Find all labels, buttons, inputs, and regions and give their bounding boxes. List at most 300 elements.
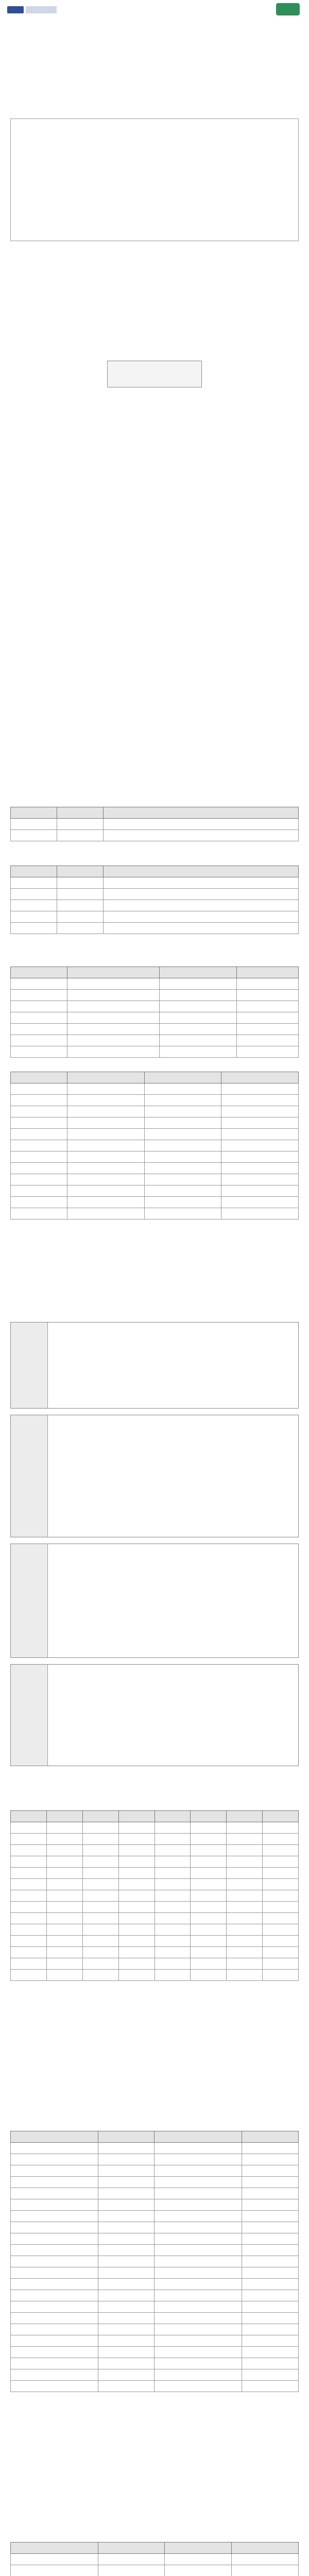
- table-row: [11, 911, 299, 923]
- table-cell: [154, 2358, 242, 2369]
- column-header: [67, 1072, 144, 1083]
- table-row: [11, 2233, 299, 2245]
- table-cell: [221, 1106, 299, 1117]
- content-line: [54, 1685, 291, 1692]
- column-header: [11, 807, 57, 819]
- content-line: [54, 1718, 291, 1725]
- table-cell: [57, 900, 103, 911]
- table-cell: [227, 1822, 263, 1834]
- table-cell: [57, 819, 103, 830]
- table-cell: [67, 1046, 160, 1058]
- content-line: [54, 1677, 291, 1684]
- table-row: [11, 819, 299, 830]
- table-cell: [221, 1083, 299, 1095]
- toc-item: [41, 439, 247, 449]
- table-cell: [154, 2165, 242, 2177]
- table-cell: [11, 1845, 47, 1856]
- table-cell: [263, 1856, 299, 1868]
- table-cell: [242, 2369, 299, 2381]
- table-row: [11, 2279, 299, 2290]
- table-cell: [98, 2165, 154, 2177]
- notice-box: [10, 118, 299, 241]
- table-a: [10, 807, 299, 841]
- table-cell: [67, 1117, 144, 1129]
- table-cell: [227, 1834, 263, 1845]
- table-cell: [154, 2154, 242, 2165]
- table-cell: [154, 1834, 191, 1845]
- table-cell: [242, 2381, 299, 2392]
- table-row: [11, 1174, 299, 1185]
- table-cell: [242, 2347, 299, 2358]
- table-cell: [11, 1024, 67, 1035]
- table-row: [11, 1024, 299, 1035]
- content-line: [54, 1393, 291, 1400]
- table-cell: [11, 2211, 98, 2222]
- table-d: [10, 1072, 299, 1219]
- toc-item: [21, 531, 227, 541]
- table-cell: [98, 2233, 154, 2245]
- table-row: [11, 830, 299, 841]
- table-cell: [144, 1174, 221, 1185]
- table-cell: [242, 2143, 299, 2154]
- content-line: [54, 1702, 291, 1709]
- table-cell: [154, 2177, 242, 2188]
- table-cell: [160, 1012, 237, 1024]
- table-cell: [11, 2233, 98, 2245]
- table-cell: [144, 1197, 221, 1208]
- table-cell: [11, 830, 57, 841]
- table-cell: [46, 1879, 82, 1890]
- table-cell: [191, 1947, 227, 1958]
- table-cell: [237, 1012, 299, 1024]
- table-cell: [191, 1845, 227, 1856]
- table-row: [11, 889, 299, 900]
- table-cell: [98, 2290, 154, 2301]
- table-cell: [242, 2177, 299, 2188]
- table-cell: [242, 2358, 299, 2369]
- table-cell: [154, 1947, 191, 1958]
- table-cell: [98, 2143, 154, 2154]
- table-cell: [11, 889, 57, 900]
- content-line: [54, 1444, 291, 1451]
- table-cell: [46, 1958, 82, 1970]
- table-cell: [118, 1890, 154, 1902]
- table-cell: [98, 2358, 154, 2369]
- table-cell: [144, 1106, 221, 1117]
- content-line: [54, 1693, 291, 1701]
- content-box-label: [11, 1415, 48, 1537]
- table-row: [11, 1106, 299, 1117]
- table-cell: [57, 889, 103, 900]
- content-line: [54, 1428, 291, 1435]
- content-line: [54, 1606, 291, 1613]
- table-cell: [82, 1936, 118, 1947]
- table-cell: [242, 2324, 299, 2335]
- content-box-label: [11, 1323, 48, 1408]
- table-row: [11, 1879, 299, 1890]
- period-from: [124, 88, 185, 98]
- table-row: [11, 1035, 299, 1046]
- notice-line: [18, 124, 291, 132]
- table-cell: [221, 1117, 299, 1129]
- table-cell: [144, 1151, 221, 1163]
- notice-line: [18, 223, 291, 231]
- table-cell: [237, 1046, 299, 1058]
- income-statement-table: [10, 2542, 299, 2576]
- table-cell: [11, 2279, 98, 2290]
- table-cell: [82, 1834, 118, 1845]
- table-cell: [154, 2279, 242, 2290]
- table-cell: [154, 1845, 191, 1856]
- table-cell: [227, 1947, 263, 1958]
- content-line: [54, 1351, 291, 1359]
- table-cell: [11, 1913, 47, 1924]
- column-header: [221, 1072, 299, 1083]
- table-row: [11, 1012, 299, 1024]
- table-row: [11, 2313, 299, 2324]
- table-cell: [118, 1947, 154, 1958]
- content-line: [54, 1598, 291, 1605]
- period-to: [124, 98, 185, 108]
- table-cell: [57, 923, 103, 934]
- table-cell: [11, 1163, 67, 1174]
- table-cell: [11, 1834, 47, 1845]
- section-3-title: [0, 1778, 309, 1793]
- table-cell: [154, 1958, 191, 1970]
- footnote: [10, 1226, 299, 1233]
- table-row: [11, 978, 299, 990]
- table-cell: [11, 911, 57, 923]
- table-cell: [221, 1174, 299, 1185]
- table-cell: [191, 1890, 227, 1902]
- table-cell: [46, 1924, 82, 1936]
- table-cell: [67, 990, 160, 1001]
- table-cell: [191, 1879, 227, 1890]
- toc-item: [31, 469, 237, 479]
- table-cell: [11, 2554, 98, 2565]
- table-row: [11, 2565, 299, 2576]
- column-header: [154, 2131, 242, 2143]
- column-header: [237, 967, 299, 978]
- table-cell: [11, 990, 67, 1001]
- table-row: [11, 1834, 299, 1845]
- table-cell: [227, 1868, 263, 1879]
- table-cell: [242, 2279, 299, 2290]
- table-cell: [154, 1822, 191, 1834]
- table-cell: [154, 1856, 191, 1868]
- table-cell: [191, 1924, 227, 1936]
- table-cell: [11, 923, 57, 934]
- table-cell: [67, 1185, 144, 1197]
- notice-line: [18, 161, 291, 170]
- table-row: [11, 2347, 299, 2358]
- content-line: [54, 1669, 291, 1676]
- table-row: [11, 1890, 299, 1902]
- table-cell: [11, 2290, 98, 2301]
- table-cell: [144, 1117, 221, 1129]
- table-cell: [263, 1936, 299, 1947]
- table-row: [11, 2143, 299, 2154]
- table-cell: [82, 1868, 118, 1879]
- notice-line: [18, 149, 291, 157]
- table-cell: [144, 1129, 221, 1140]
- table-cell: [160, 1046, 237, 1058]
- content-line: [54, 1573, 291, 1580]
- table-cell: [227, 1879, 263, 1890]
- column-header: [263, 1811, 299, 1822]
- table-cell: [11, 1902, 47, 1913]
- table-cell: [11, 2188, 98, 2199]
- table-row: [11, 2165, 299, 2177]
- content-line: [54, 1327, 291, 1334]
- table-header-row: [11, 866, 299, 877]
- table-cell: [154, 2143, 242, 2154]
- table-cell: [242, 2313, 299, 2324]
- table-cell: [46, 1845, 82, 1856]
- footnote: [10, 1254, 299, 1261]
- title-line-1: [0, 32, 309, 49]
- table-cell: [227, 1913, 263, 1924]
- table-cell: [11, 2369, 98, 2381]
- table-cell: [11, 2301, 98, 2313]
- table-cell: [67, 1095, 144, 1106]
- table-cell: [118, 1822, 154, 1834]
- table-cell: [11, 877, 57, 889]
- table-cell: [103, 923, 298, 934]
- table-cell: [154, 2324, 242, 2335]
- table-cell: [11, 1095, 67, 1106]
- table-cell: [46, 1890, 82, 1902]
- table-row: [11, 1947, 299, 1958]
- table-cell: [11, 1117, 67, 1129]
- content-line: [54, 1710, 291, 1717]
- table-cell: [46, 1856, 82, 1868]
- content-line: [54, 1751, 291, 1758]
- table-cell: [67, 1035, 160, 1046]
- table-header-row: [11, 967, 299, 978]
- table-cell: [118, 1902, 154, 1913]
- table-cell: [11, 978, 67, 990]
- table-cell: [11, 2565, 98, 2576]
- content-line: [54, 1419, 291, 1427]
- content-line: [54, 1518, 291, 1526]
- table-cell: [144, 1185, 221, 1197]
- table-cell: [11, 2358, 98, 2369]
- content-line: [54, 1548, 291, 1555]
- table-cell: [11, 1822, 47, 1834]
- table-row: [11, 1151, 299, 1163]
- table-row: [11, 990, 299, 1001]
- content-line: [54, 1360, 291, 1367]
- table-cell: [98, 2324, 154, 2335]
- table-cell: [165, 2554, 232, 2565]
- content-line: [54, 1631, 291, 1638]
- column-header: [11, 967, 67, 978]
- logo-icon: [7, 6, 24, 13]
- column-header: [98, 2131, 154, 2143]
- table-cell: [67, 1106, 144, 1117]
- table-cell: [11, 1046, 67, 1058]
- content-line: [54, 1452, 291, 1460]
- table-cell: [11, 2165, 98, 2177]
- table-cell: [242, 2301, 299, 2313]
- table-cell: [154, 2290, 242, 2301]
- table-cell: [242, 2222, 299, 2233]
- notice-line: [18, 211, 291, 219]
- column-header: [242, 2131, 299, 2143]
- table-row: [11, 2290, 299, 2301]
- table-cell: [221, 1095, 299, 1106]
- table-cell: [98, 2381, 154, 2392]
- table-cell: [11, 1197, 67, 1208]
- table-cell: [118, 1856, 154, 1868]
- notice-line: [18, 174, 291, 182]
- table-cell: [263, 1834, 299, 1845]
- table-cell: [46, 1822, 82, 1834]
- footnote: [10, 1245, 299, 1252]
- table-cell: [67, 1208, 144, 1219]
- table-cell: [227, 1970, 263, 1981]
- organization-name: [0, 286, 309, 299]
- table-row: [11, 2358, 299, 2369]
- column-header: [154, 1811, 191, 1822]
- table-cell: [11, 1924, 47, 1936]
- table-cell: [11, 2347, 98, 2358]
- table-cell: [67, 1163, 144, 1174]
- table-cell: [237, 978, 299, 990]
- table-cell: [46, 1970, 82, 1981]
- column-header: [118, 1811, 154, 1822]
- table-cell: [11, 1129, 67, 1140]
- table-cell: [11, 1174, 67, 1185]
- table-cell: [154, 2313, 242, 2324]
- table-cell: [263, 1845, 299, 1856]
- table-cell: [227, 1936, 263, 1947]
- section-4-sub-1-unit: [242, 2121, 299, 2129]
- table-cell: [98, 2301, 154, 2313]
- table-cell: [46, 1913, 82, 1924]
- table-cell: [221, 1208, 299, 1219]
- table-cell: [118, 1970, 154, 1981]
- table-cell: [263, 1913, 299, 1924]
- table-row: [11, 2177, 299, 2188]
- column-header: [11, 1811, 47, 1822]
- cover-date: [0, 256, 309, 265]
- table-cell: [191, 1856, 227, 1868]
- table-cell: [103, 819, 298, 830]
- table-header-row: [11, 807, 299, 819]
- toc-item: [21, 408, 227, 418]
- table-cell: [11, 819, 57, 830]
- content-line: [54, 1485, 291, 1493]
- table-cell: [11, 1151, 67, 1163]
- table-cell: [191, 1913, 227, 1924]
- section-1-title: [0, 761, 309, 776]
- column-header: [57, 807, 103, 819]
- table-cell: [118, 1879, 154, 1890]
- table-cell: [154, 2222, 242, 2233]
- table-cell: [154, 2188, 242, 2199]
- table-row: [11, 2554, 299, 2565]
- table-cell: [144, 1095, 221, 1106]
- table-cell: [11, 1868, 47, 1879]
- table-cell: [57, 877, 103, 889]
- table-row: [11, 1902, 299, 1913]
- table-cell: [98, 2279, 154, 2290]
- table-row: [11, 2199, 299, 2211]
- table-cell: [67, 1197, 144, 1208]
- table-cell: [221, 1197, 299, 1208]
- section-3-table: [10, 1810, 299, 1981]
- table-cell: [227, 1845, 263, 1856]
- column-header: [11, 1072, 67, 1083]
- table-cell: [103, 830, 298, 841]
- table-cell: [242, 2188, 299, 2199]
- column-header: [11, 2131, 98, 2143]
- column-header: [227, 1811, 263, 1822]
- table-cell: [154, 1913, 191, 1924]
- notice-line: [18, 198, 291, 207]
- content-line: [54, 1556, 291, 1564]
- table-cell: [232, 2565, 299, 2576]
- table-cell: [191, 1958, 227, 1970]
- table-cell: [263, 1822, 299, 1834]
- table-cell: [11, 2199, 98, 2211]
- table-cell: [242, 2267, 299, 2279]
- content-line: [54, 1368, 291, 1375]
- table-cell: [154, 2267, 242, 2279]
- column-header: [103, 866, 298, 877]
- content-line: [54, 1735, 291, 1742]
- table-cell: [103, 911, 298, 923]
- content-line: [54, 1335, 291, 1342]
- logo-bar: [0, 0, 309, 18]
- toc-item: [21, 562, 227, 572]
- table-cell: [11, 1035, 67, 1046]
- table-cell: [191, 1868, 227, 1879]
- content-line: [54, 1436, 291, 1443]
- table-cell: [242, 2154, 299, 2165]
- column-header: [57, 866, 103, 877]
- table-cell: [11, 2267, 98, 2279]
- column-header: [46, 1811, 82, 1822]
- table-cell: [263, 1947, 299, 1958]
- table-cell: [221, 1129, 299, 1140]
- table-cell: [154, 1970, 191, 1981]
- table-cell: [227, 1902, 263, 1913]
- content-line: [54, 1581, 291, 1588]
- section-2-title: [0, 1287, 309, 1301]
- content-line: [54, 1589, 291, 1597]
- table-cell: [46, 1834, 82, 1845]
- table-cell: [11, 1947, 47, 1958]
- table-cell: [46, 1902, 82, 1913]
- table-cell: [57, 911, 103, 923]
- table-cell: [144, 1163, 221, 1174]
- notice-line: [18, 186, 291, 194]
- table-cell: [191, 1936, 227, 1947]
- table-cell: [98, 2313, 154, 2324]
- table-cell: [11, 2222, 98, 2233]
- table-cell: [67, 978, 160, 990]
- content-line: [54, 1343, 291, 1350]
- table-cell: [242, 2245, 299, 2256]
- toc-item: [31, 602, 237, 612]
- table-cell: [263, 1970, 299, 1981]
- table-cell: [11, 1083, 67, 1095]
- table-cell: [67, 1001, 160, 1012]
- table-cell: [98, 2369, 154, 2381]
